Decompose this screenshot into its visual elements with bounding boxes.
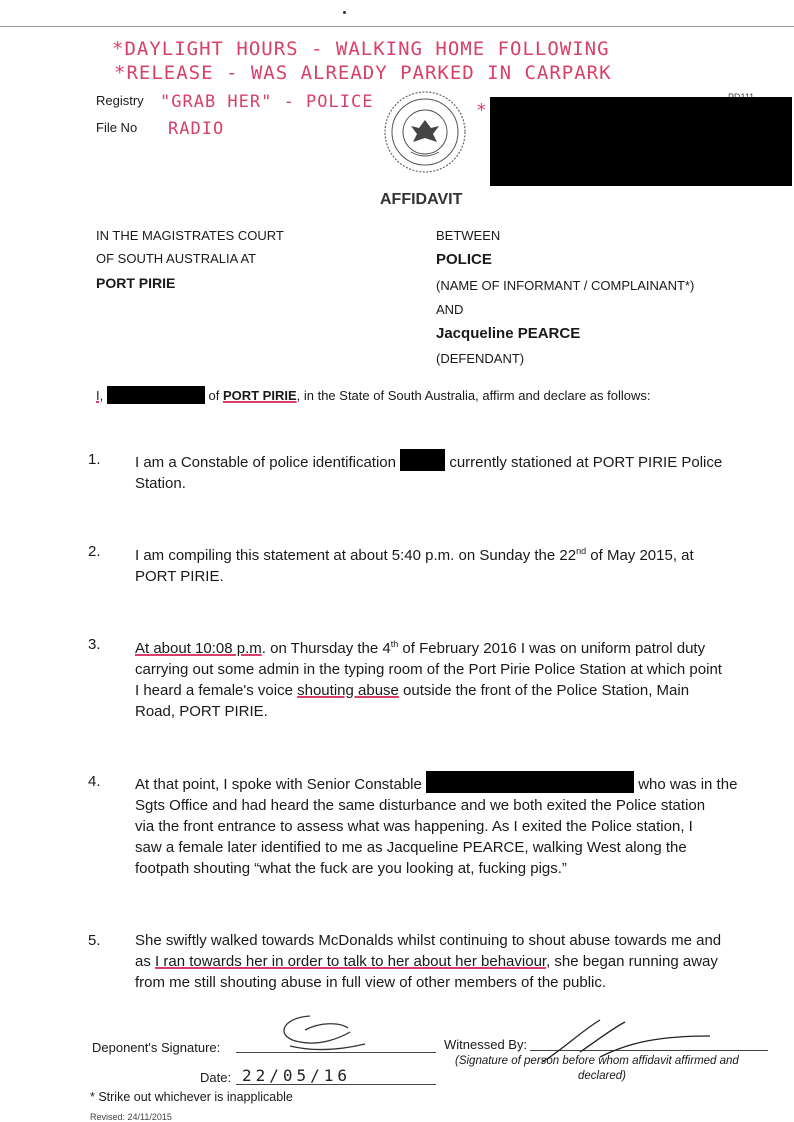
para1-number: 1. (88, 451, 101, 468)
para5-number: 5. (88, 932, 101, 949)
para4-number: 4. (88, 773, 101, 790)
para2-number: 2. (88, 543, 101, 560)
date-label: Date: (200, 1070, 232, 1085)
court-location: PORT PIRIE (96, 275, 176, 291)
handwritten-note-line1: *DAYLIGHT HOURS - WALKING HOME FOLLOWING (112, 38, 610, 60)
between-label: BETWEEN (436, 228, 501, 243)
para3-number: 3. (88, 636, 101, 653)
para2-part-b: of May 2015, at (586, 547, 694, 564)
para5-part-a: She swiftly walked towards McDonalds whilst continuing to shout abuse towards me and (135, 932, 722, 949)
top-rule (0, 26, 794, 27)
deponent-signature-mark (270, 1008, 370, 1054)
court-line2: OF SOUTH AUSTRALIA AT (96, 251, 257, 266)
para3-underlined-time: At about 10:08 p.m (135, 640, 262, 657)
para1-text (135, 449, 775, 494)
redaction-deponent-name (107, 386, 205, 404)
handwritten-note-line4: RADIO (168, 119, 225, 139)
deponent-signature-label: Deponent's Signature: (92, 1040, 221, 1055)
witnessed-by-label: Witnessed By: (444, 1037, 528, 1052)
revised-date: Revised: 24/11/2015 (90, 1112, 172, 1122)
declaration-place: PORT PIRIE (222, 388, 297, 403)
para4-part-e: saw a female later identified to me as Jacqueline PEARCE, walking West along the (135, 839, 687, 856)
para4-part-d: via the front entrance to assess what was happening. As I exited the Police station, I (135, 818, 693, 835)
para3-part-d: I heard a female's voice (135, 682, 298, 699)
para5-part-d: from me still shouting abuse in full view of other members of the public. (135, 974, 607, 991)
redaction-senior-constable-name (426, 771, 634, 793)
declaration-suffix: , in the State of South Australia, affirm and declare as follows: (296, 388, 651, 403)
witness-note-line1: (Signature of person before whom affidavit affirmed and (455, 1055, 739, 1067)
redaction-police-id (400, 449, 445, 471)
para5-text (135, 930, 785, 993)
informant-name: POLICE (436, 251, 492, 268)
para3-underlined-abuse: shouting abuse (297, 682, 399, 699)
handwritten-asterisk: * (476, 100, 488, 121)
handwritten-note-line2: *RELEASE - WAS ALREADY PARKED IN CARPARK (114, 62, 612, 84)
file-no-label: File No (96, 120, 138, 135)
declaration-prefix: I, (96, 388, 104, 403)
para1-part-a: I am a Constable of police identification (135, 454, 396, 471)
handwritten-note-line3: "GRAB HER" - POLICE (160, 92, 374, 112)
defendant-name: Jacqueline PEARCE (436, 325, 581, 342)
para2-text (135, 541, 775, 587)
para3-part-a: . on Thursday the 4 (261, 640, 391, 657)
para5-underlined-phrase: I ran towards her in order to talk to her about her behaviour (155, 953, 547, 970)
para1-part-b: currently stationed at PORT PIRIE Police (449, 454, 723, 471)
date-line (236, 1084, 436, 1085)
and-label: AND (436, 302, 464, 317)
para4-part-f: footpath shouting “what the fuck are you looking at, fucking pigs.” (135, 860, 567, 877)
para4-text (135, 771, 785, 879)
para4-part-a: At that point, I spoke with Senior Constable (135, 776, 422, 793)
defendant-caption: (DEFENDANT) (436, 351, 525, 366)
para3-part-c: carrying out some admin in the typing room of the Port Pirie Police Station at which point (135, 661, 722, 678)
para2-part-c: PORT PIRIE. (135, 568, 224, 585)
para3-text (135, 634, 785, 722)
declaration-line (96, 386, 650, 404)
court-line1: IN THE MAGISTRATES COURT (96, 228, 284, 243)
police-crest-seal (383, 90, 467, 174)
para3-part-e: outside the front of the Police Station, Main (398, 682, 690, 699)
document-title: AFFIDAVIT (380, 191, 463, 208)
para4-part-c: Sgts Office and had heard the same disturbance and we both exited the Police station (135, 797, 706, 814)
registry-label: Registry (96, 93, 144, 108)
scan-speck (343, 11, 346, 14)
para5-part-b: as (135, 953, 156, 970)
para3-part-b: of February 2016 I was on uniform patrol duty (398, 640, 706, 657)
witness-note-line2: declared) (578, 1070, 626, 1082)
para4-part-b: who was in the (638, 776, 738, 793)
para5-part-c: , she began running away (546, 953, 718, 970)
strike-out-note: * Strike out whichever is inapplicable (90, 1090, 293, 1104)
informant-caption: (NAME OF INFORMANT / COMPLAINANT*) (436, 278, 695, 293)
para1-part-c: Station. (135, 475, 186, 492)
redaction-block-header (490, 97, 792, 186)
declaration-of: of (208, 388, 220, 403)
para3-superscript: th (390, 639, 399, 649)
para2-superscript: nd (576, 546, 587, 556)
para2-part-a: I am compiling this statement at about 5:40 p.m. on Sunday the 22 (135, 547, 577, 564)
date-value-handwritten: 22/05/16 (242, 1066, 352, 1085)
para3-part-f: Road, PORT PIRIE. (135, 703, 268, 720)
